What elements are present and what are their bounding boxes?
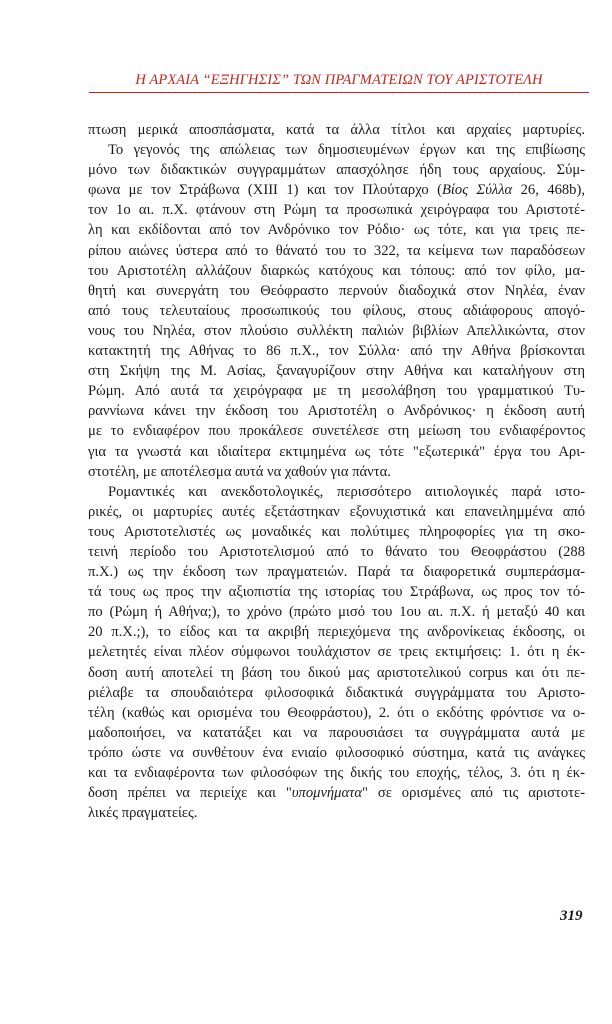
text-line: μόνο των διδακτικών συγγραμμάτων απασχόλησε ήδη τους αρχαίους. Σύμ-	[88, 162, 585, 179]
text-line: δοση αυτή αποτελεί τη βάση του δικού μας αριστοτελικού corpus και ότι πε-	[88, 664, 585, 681]
text-line: ρίπου αιώνες ύστερα από το θάνατό του το 322, τα κείμενα των παραδόσεων	[88, 242, 585, 259]
text-line: τέλη (καθώς και ορισμένα του Θεοφράστου), 2. ότι ο εκδότης φρόντισε να ο-	[88, 704, 585, 721]
text-line: στη Σκήψη της Μ. Ασίας, ξαναγυρίζουν στην Αθήνα και καταλήγουν στη	[88, 363, 585, 380]
text-segment: δοση πρέπει να περιείχε και "	[88, 785, 292, 802]
header-rule	[89, 92, 589, 93]
text-line: για τα γνωστά και ιδιαίτερα εκτιμημένα ως τότε "εξωτερικά" έργα του Αρι-	[88, 443, 585, 460]
text-segment: " σε ορισμένες από τις αριστοτε-	[362, 785, 585, 802]
text-line: στοτέλη, με αποτέλεσμα αυτά να χαθούν για πάντα.	[88, 463, 391, 480]
text-line: λη και εκδίδονται από τον Ανδρόνικο τον Ρόδιο· ως τότε, και για τρεις πε-	[88, 222, 585, 239]
text-line: ριέλαβε τα σπουδαιότερα φιλοσοφικά διδακτικά συγγράμματα του Αριστο-	[88, 684, 585, 701]
text-line: Ρομαντικές και ανεκδοτολογικές, περισσότερο αιτιολογικές παρά ιστο-	[108, 483, 585, 500]
text-line: ραννίωνα κάνει την έκδοση του Αριστοτέλη ο Ανδρόνικος· η έκδοση αυτή	[88, 403, 585, 420]
italic-term: υπομνήματα	[291, 785, 363, 802]
text-line: τεινή περίοδο του Αριστοτελισμού από το θάνατο του Θεοφράστου (288	[88, 543, 585, 560]
text-line: τον 1ο αι. π.Χ. φτάνουν στη Ρώμη τα προσωπικά χειρόγραφα του Αριστοτέ-	[88, 202, 585, 219]
italic-title: Βίος Σύλλα	[441, 182, 513, 199]
text-line: 20 π.Χ.;), το είδος και τα ακριβή περιεχόμενα της ανδρονίκειας έκδοσης, οι	[88, 624, 585, 641]
text-line	[88, 783, 585, 803]
text-line: με το ενδιαφέρον που προκάλεσε συνετέλεσε στη μείωση του ενδιαφέροντος	[88, 423, 585, 440]
text-line: πο (Ρώμη ή Αθήνα;), το χρόνο (πρώτο μισό του 1ου αι. π.Χ. ή μεταξύ 40 και	[88, 604, 585, 621]
text-line: κατακτητή της Αθήνας το 86 π.Χ., τον Σύλλα· από την Αθήνα βρίσκονται	[88, 343, 585, 360]
text-line: θητή και συνεργάτη του Θεόφραστο περνούν διαδοχικά στον Νηλέα, έναν	[88, 282, 585, 299]
page-number: 319	[560, 908, 583, 924]
text-line: από τους τελευταίους προσωπικούς του φίλους, στους αδιάφορους απογό-	[88, 302, 585, 319]
text-line: τά τους ως προς την αξιοπιστία της ιστορίας του Στράβωνα, ως προς τον τό-	[88, 584, 585, 601]
text-line: τους Αριστοτελιστές ως μοναδικές και πολύτιμες πληροφορίες για τη σκο-	[88, 523, 585, 540]
text-line: μελετητές είναι πλέον σύμφωνοι τουλάχιστον σε τρεις εκτιμήσεις: 1. ότι η έκ-	[88, 644, 585, 661]
text-segment: φωνα με τον Στράβωνα (XIII 1) και τον Πλούταρχο (	[88, 182, 442, 199]
body-text	[88, 120, 585, 823]
text-segment: 26, 468b),	[512, 182, 585, 199]
text-line: λικές πραγματείες.	[88, 805, 198, 822]
text-line: νους του Νηλέα, στον πλούσιο συλλέκτη παλιών βιβλίων Απελλικώντα, στον	[88, 322, 585, 339]
text-line	[88, 180, 585, 200]
text-line: Ρώμη. Από αυτά τα χειρόγραφα με τη μεσολάβηση του γραμματικού Τυ-	[88, 383, 585, 400]
text-line: και τα ενδιαφέροντα των φιλοσόφων της δικής του εποχής, τέλος, 3. ότι η έκ-	[88, 765, 585, 781]
text-line: του Αριστοτέλη αλλάζουν διαρκώς κατόχους και τόπους: από τον φίλο, μα-	[88, 262, 585, 279]
text-line: ρικές, οι μαρτυρίες αυτές εξετάστηκαν εξονυχιστικά και επανειλημμένα από	[88, 503, 585, 520]
text-line: πτωση μερικά αποσπάσματα, κατά τα άλλα τίτλοι και αρχαίες μαρτυρίες.	[88, 122, 585, 138]
text-line: μαδοποιήσει, να κατατάξει και να παρουσιάσει τα συγγράμματα αυτά με	[88, 724, 585, 741]
text-line: π.Χ.) ως την έκδοση των πραγματειών. Παρά τα διαφορετικά συμπεράσμα-	[88, 564, 585, 581]
running-header-title: Η ΑΡΧΑΙΑ “ΕΞΗΓΗΣΙΣ” ΤΩΝ ΠΡΑΓΜΑΤΕΙΩΝ ΤΟΥ ΑΡΙΣΤΟΤΕΛΗ	[135, 72, 543, 88]
text-line: τρόπο ώστε να συνθέτουν ένα ενιαίο φιλοσοφικό σύστημα, κατά τις ανάγκες	[88, 744, 585, 761]
text-line: Το γεγονός της απώλειας των δημοσιευμένων έργων και της επιβίωσης	[108, 142, 585, 159]
